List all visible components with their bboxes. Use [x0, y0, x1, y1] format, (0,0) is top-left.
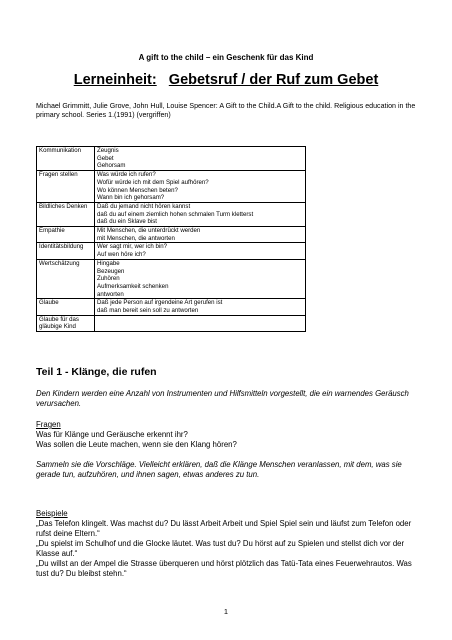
objective-line: antworten — [97, 290, 124, 298]
objective-details — [95, 227, 306, 243]
objective-line: Was würde ich rufen? — [97, 171, 156, 179]
collect-note: Sammeln sie die Vorschläge. Vielleicht erklären, daß die Klänge Menschen veranlassen, mit dem, was sie gerade tun, aufzuhören, und ihnen sagen, etwas anderes zu tun. — [36, 460, 402, 479]
objective-line: Zuhören — [97, 275, 120, 283]
lesson-name: Gebetsruf / der Ruf zum Gebet — [168, 72, 379, 88]
objective-details — [95, 147, 306, 171]
objective-line: Wer sagt mir, wer ich bin? — [97, 243, 167, 251]
examples-block — [36, 509, 416, 579]
objective-line: Zeugnis — [97, 147, 119, 154]
objectives-row — [37, 315, 306, 331]
objective-details — [95, 299, 306, 315]
example-item: „Du spielst im Schulhof und die Glocke läutet. Was tust du? Du hörst auf zu Spielen und stellst dich vor der Klasse auf.“ — [36, 539, 405, 558]
objective-line: Wann bin ich gehorsam? — [97, 194, 165, 202]
objective-details — [95, 259, 306, 299]
objective-line: daß du ein Sklave bist — [97, 218, 157, 226]
objective-line: Mit Menschen, die unterdrückt werden — [97, 227, 201, 235]
lesson-label: Lerneinheit: — [73, 72, 157, 88]
objectives-row — [37, 299, 306, 315]
questions-heading: Fragen — [36, 420, 61, 429]
objective-category: Wertschätzung — [37, 259, 95, 299]
objectives-row — [37, 171, 306, 203]
objective-category: Empathie — [37, 227, 95, 243]
question-item: Was sollen die Leute machen, wenn sie den Klang hören? — [36, 440, 237, 449]
objectives-row — [37, 147, 306, 171]
objective-category: Glaube — [37, 299, 95, 315]
objective-category: Identitätsbildung — [37, 243, 95, 259]
objective-category: Kommunikation — [37, 147, 95, 171]
objective-line: mit Menschen, die antworten — [97, 234, 175, 242]
page-number: 1 — [223, 607, 229, 616]
objective-line: Bezeugen — [97, 267, 125, 275]
section-heading: Teil 1 - Klänge, die rufen — [36, 366, 157, 378]
objective-category: Fragen stellen — [37, 171, 95, 203]
objective-category: Bildliches Denken — [37, 202, 95, 226]
objective-line: Daß du jemand nicht hören kannst — [97, 202, 191, 210]
objective-details — [95, 171, 306, 203]
objectives-row — [37, 259, 306, 299]
objective-line: Gehorsam — [97, 162, 126, 170]
objective-line: Wofür würde ich mit dem Spiel aufhören? — [97, 178, 209, 186]
example-item: „Das Telefon klingelt. Was machst du? Du lässt Arbeit Arbeit und Spiel Spiel sein und läufst zum Telefon oder rufst deine Eltern.“ — [36, 519, 412, 538]
objective-line: Aufmerksamkeit schenken — [97, 282, 169, 290]
objective-line — [97, 316, 303, 324]
objectives-row — [37, 227, 306, 243]
example-item: „Du willst an der Ampel die Strasse überqueren und hörst plötzlich das Tatü-Tata eines Feuerwehrautos. Was tust du? Du bleibst stehn.“ — [36, 559, 412, 578]
objectives-row — [37, 202, 306, 226]
objective-line: Wo können Menschen beten? — [97, 186, 178, 194]
objective-line: Hingabe — [97, 259, 120, 267]
document-top-title: A gift to the child – ein Geschenk für das Kind — [138, 53, 314, 62]
question-item: Was für Klänge und Geräusche erkennt ihr? — [36, 430, 188, 439]
objectives-row — [37, 243, 306, 259]
objectives-table — [36, 146, 306, 332]
objective-details — [95, 315, 306, 331]
objective-line: Auf wen höre ich? — [97, 251, 146, 259]
objective-line: Daß jede Person auf irgendeine Art gerufen ist — [97, 299, 223, 307]
examples-heading: Beispiele — [36, 509, 68, 518]
lesson-title — [0, 72, 452, 88]
objective-line: Gebet — [97, 154, 114, 162]
objective-line: daß man bereit sein soll zu antworten — [97, 307, 199, 315]
objectives-table-body — [37, 147, 306, 332]
section-intro: Den Kindern werden eine Anzahl von Instrumenten und Hilfsmitteln vorgestellt, die ein warnendes Geräusch verursachen. — [36, 389, 409, 408]
citation: Michael Grimmitt, Julie Grove, John Hull, Louise Spencer: A Gift to the Child.A Gift to the child. Religious education in the primary school. Series 1.(1991) (vergriffen) — [36, 102, 416, 119]
objective-details — [95, 202, 306, 226]
objective-line: daß du auf einem ziemlich hohen schmalen Turm kletterst — [97, 210, 254, 218]
objective-category: Glaube für das gläubige Kind — [37, 315, 95, 331]
objective-details — [95, 243, 306, 259]
questions-block — [36, 420, 416, 450]
